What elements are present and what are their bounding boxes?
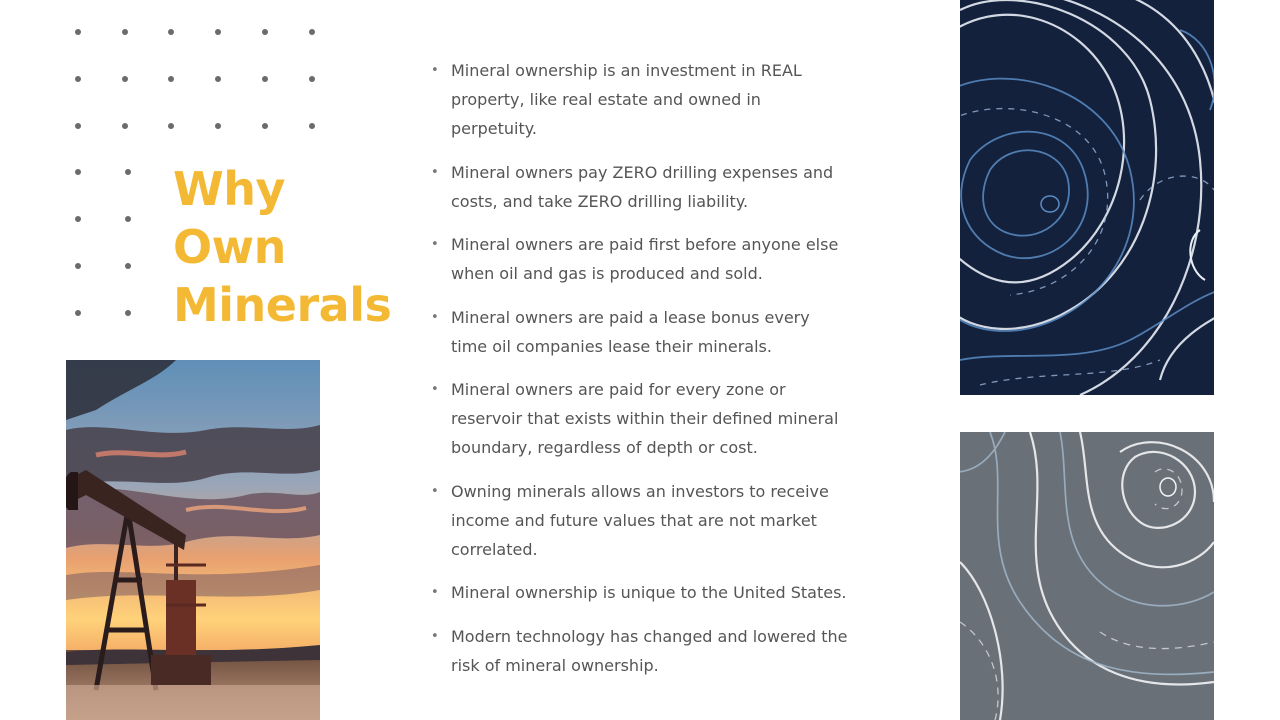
title-line-3: Minerals [173, 278, 392, 332]
decorative-dot [125, 263, 131, 269]
decorative-dot [75, 310, 81, 316]
page-title [173, 160, 391, 334]
decorative-dot [309, 29, 315, 35]
decorative-dot [125, 310, 131, 316]
decorative-dot [262, 123, 268, 129]
title-line-2: Own [173, 220, 286, 274]
decorative-dot [122, 29, 128, 35]
decorative-dot [75, 76, 81, 82]
decorative-dot [262, 29, 268, 35]
title-line-1: Why [173, 162, 285, 216]
list-item: • Modern technology has changed and lowered the risk of mineral ownership. [430, 622, 850, 680]
decorative-dot [215, 76, 221, 82]
decorative-dot [75, 29, 81, 35]
decorative-dot [168, 29, 174, 35]
oil-pumpjack-photo [66, 360, 320, 720]
decorative-dot [309, 76, 315, 82]
decorative-dot [122, 123, 128, 129]
decorative-dot [75, 123, 81, 129]
decorative-dot [125, 169, 131, 175]
list-item: • Mineral owners are paid for every zone or reservoir that exists within their defined mineral boundary, regardless of depth or cost. [430, 375, 850, 462]
topographic-map-image-dark [960, 0, 1214, 395]
decorative-dot [215, 29, 221, 35]
decorative-dot [262, 76, 268, 82]
decorative-dot [75, 263, 81, 269]
benefits-list [430, 56, 850, 694]
list-item: • Mineral ownership is unique to the United States. [430, 578, 850, 607]
decorative-dot [75, 216, 81, 222]
decorative-dot [125, 216, 131, 222]
decorative-dot [168, 123, 174, 129]
decorative-dot [168, 76, 174, 82]
list-item: • Owning minerals allows an investors to receive income and future values that are not market correlated. [430, 477, 850, 564]
decorative-dot [215, 123, 221, 129]
list-item: • Mineral owners pay ZERO drilling expenses and costs, and take ZERO drilling liability. [430, 158, 850, 216]
list-item: • Mineral ownership is an investment in REAL property, like real estate and owned in perpetuity. [430, 56, 850, 143]
decorative-dot [309, 123, 315, 129]
list-item: • Mineral owners are paid first before anyone else when oil and gas is produced and sold. [430, 230, 850, 288]
decorative-dot [122, 76, 128, 82]
list-item: • Mineral owners are paid a lease bonus every time oil companies lease their minerals. [430, 303, 850, 361]
decorative-dot [75, 169, 81, 175]
topographic-map-image-gray [960, 432, 1214, 720]
